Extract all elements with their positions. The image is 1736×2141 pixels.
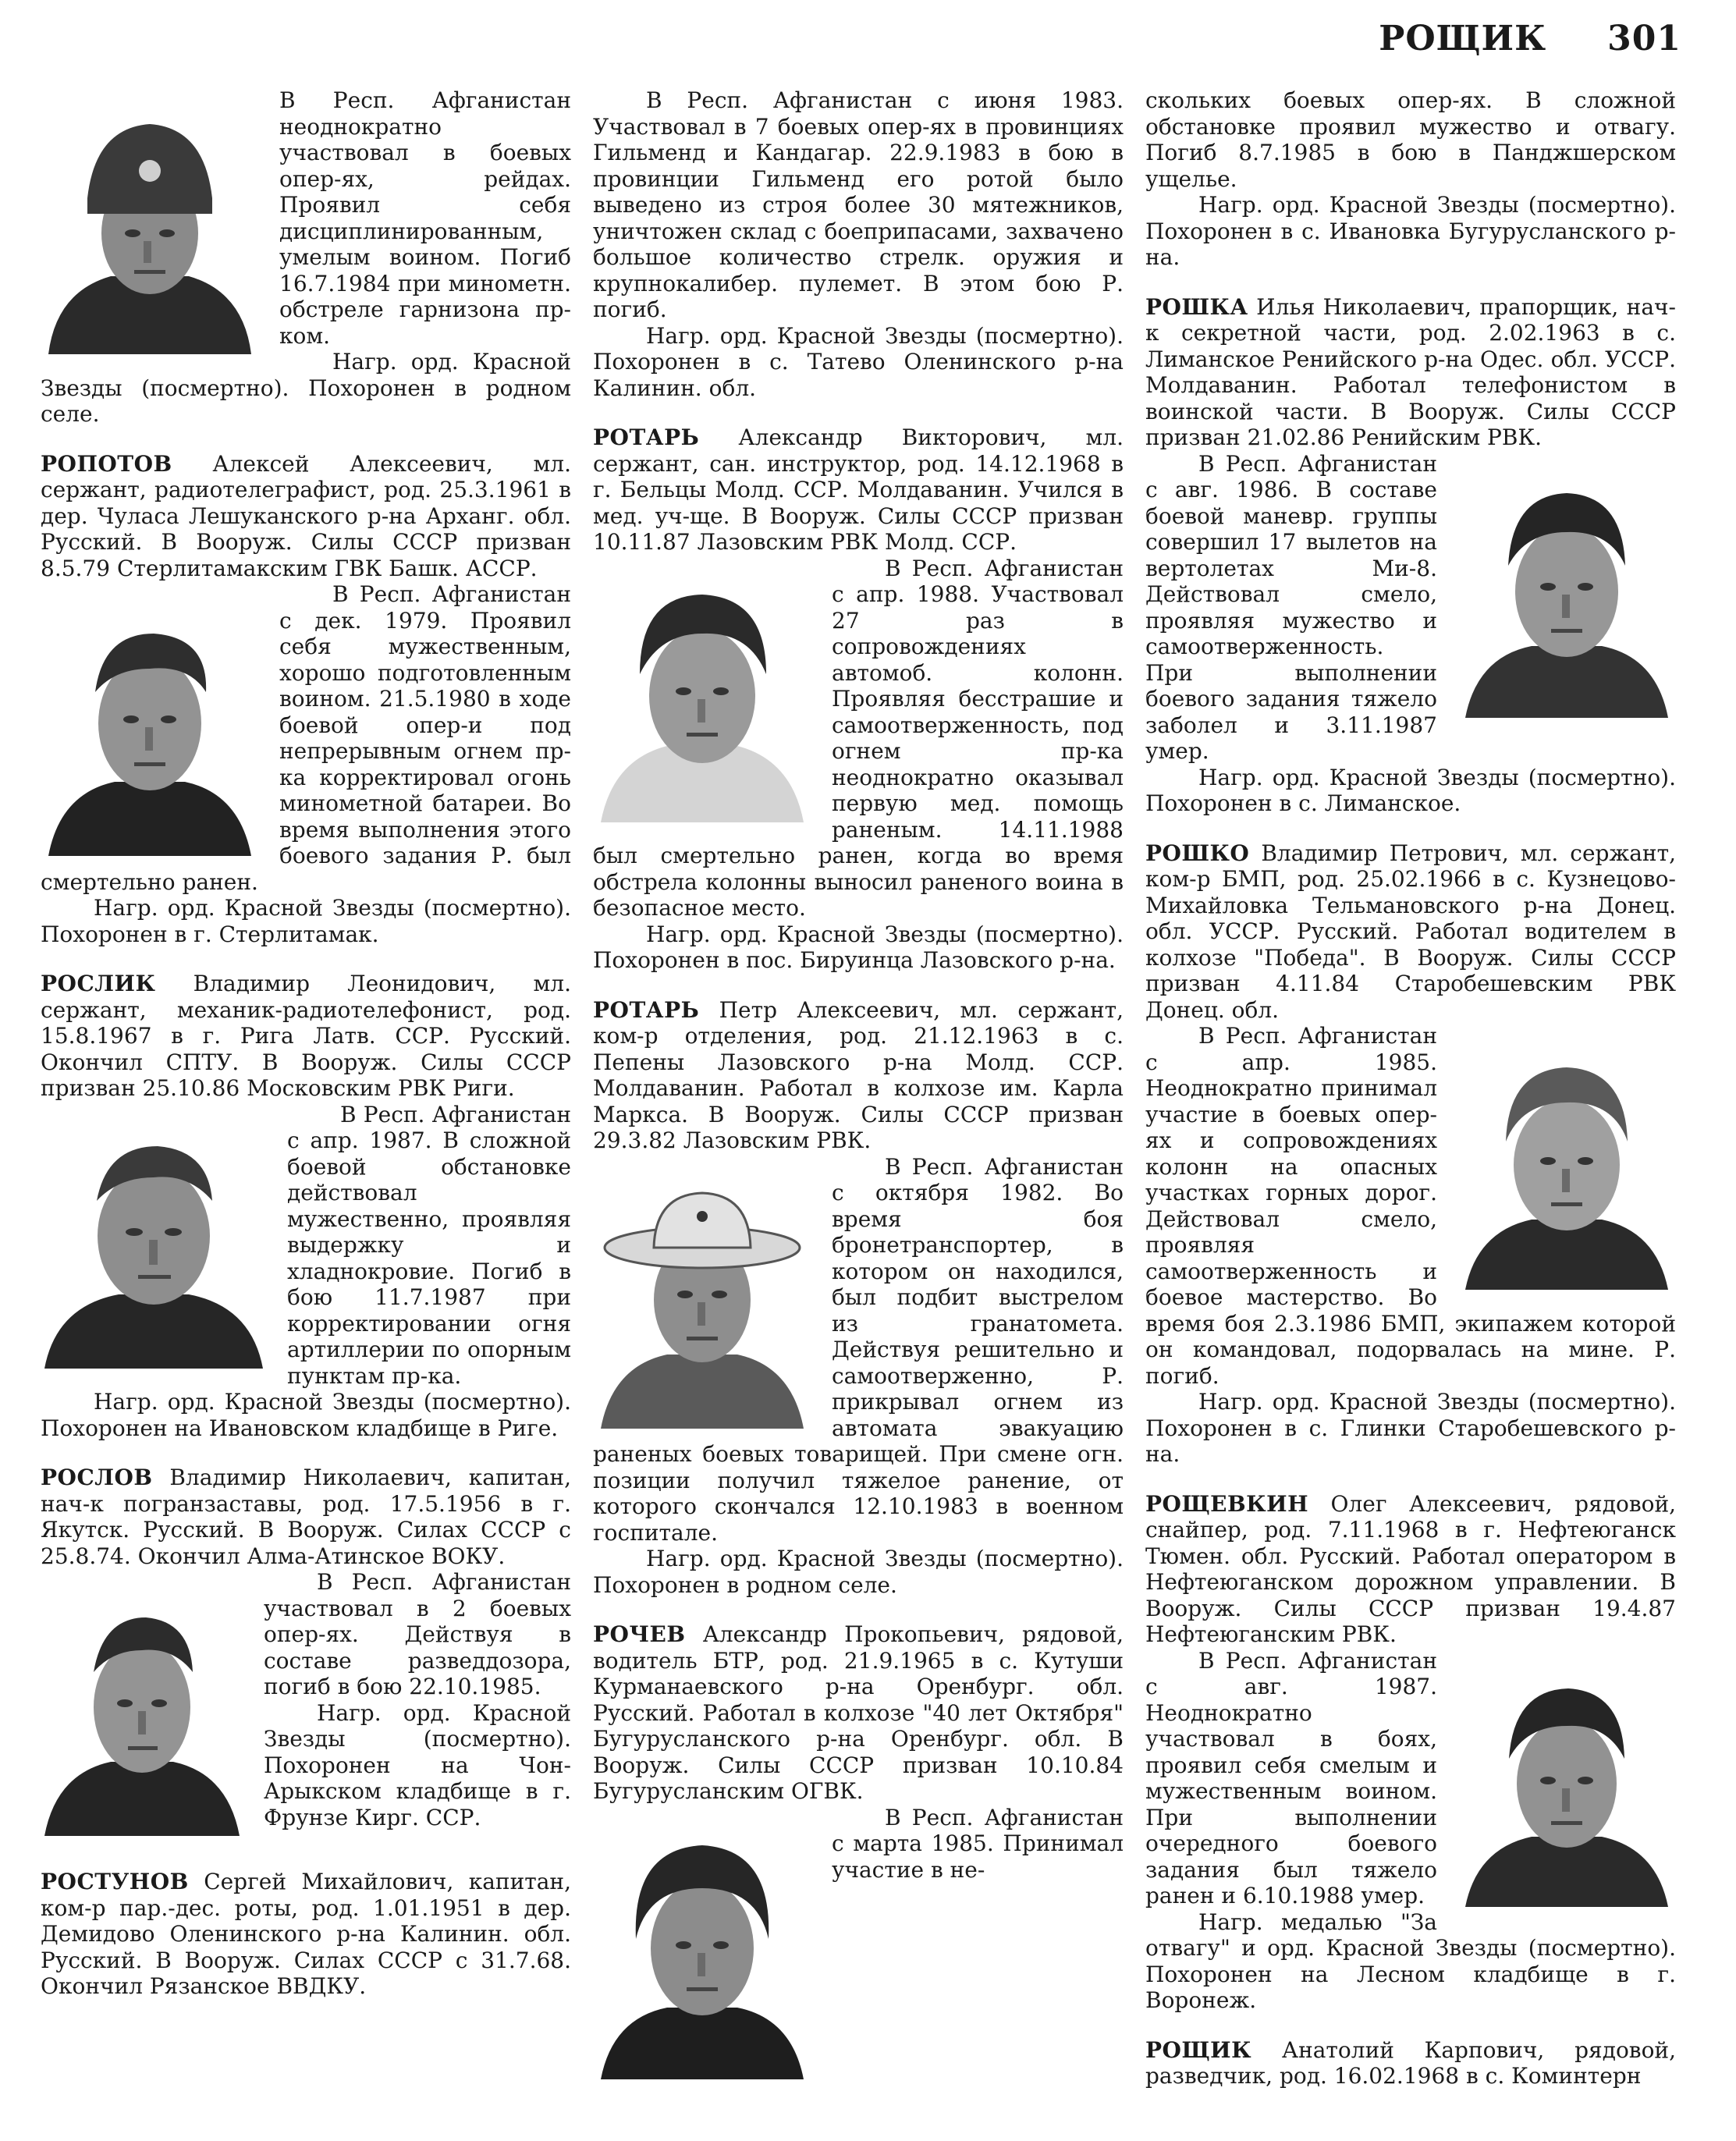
entry-roshchik	[1145, 2037, 1676, 2090]
portrait-photo	[593, 1814, 811, 2079]
entry-paragraph: В Респ. Афганистан с авг. 1986. В составе боевой маневр. группы совершил 17 вылетов на вертолетах Ми-8. Действовал смело, проявляя мужество и самоотверженность. При выполнении боевого задания тяжело заболел и 3.11.1987 умер.	[1145, 450, 1437, 764]
entry-rostunov	[41, 1869, 571, 2000]
entry-paragraph: В Респ. Афганистан с апр. 1987. В сложной боевой обстановке действовал мужественно, проявляя выдержку и хладнокровие. Погиб в бою 11.7.1987 при корректировании огня артиллерии по опорным пунктам пр-ка.	[287, 1101, 571, 1389]
portrait-photo	[41, 97, 259, 354]
entry-surname: РОЩИК	[1145, 2036, 1252, 2063]
running-head-surname: РОЩИК	[1379, 19, 1547, 59]
entry-surname: РОШКА	[1145, 293, 1248, 320]
entry-paragraph: Нагр. орд. Красной Звезды (посмертно). Похоронен в с. Ивановка Бугурусланского р-на.	[1145, 192, 1676, 270]
entry-roshka	[1145, 294, 1676, 817]
column-2	[593, 87, 1124, 2089]
entry-paragraph: Петр Алексеевич, мл. сержант, ком-р отделения, род. 21.12.1963 в с. Пепены Лазовского р-на Молд. ССР. Молдаванин. Работал в колхозе им. Карла Маркса. В Вооруж. Силы СССР призван 29.3.82 Лазовским РВК.	[593, 996, 1124, 1153]
entry-roslik	[41, 971, 571, 1441]
entry-paragraph: В Респ. Афганистан с марта 1985. Принимал участие в не-	[832, 1804, 1124, 1883]
entry-paragraph: Нагр. медалью "За отвагу" и орд. Красной Звезды (посмертно). Похоронен на Лесном кладбище в г. Воронеж.	[1145, 1908, 1676, 2013]
portrait-photo	[593, 1163, 811, 1429]
entry-surname: РОТАРЬ	[593, 424, 700, 450]
portrait-photo	[41, 591, 259, 856]
entry-surname: РОСЛОВ	[41, 1465, 153, 1490]
entry-rotar-petr	[593, 997, 1124, 1599]
entry-ropotov	[41, 451, 571, 948]
entry-surname: РОЩЕВКИН	[1145, 1490, 1309, 1517]
entry-paragraph: В Респ. Афганистан с апр. 1988. Участвовал 27 раз в сопровождениях автомоб. колонн. Проявляя бесстрашие и самоотверженность, под огнем пр-ка неоднократно оказывал первую мед. помощь раненым. 14.11.1988 был смертельно ранен, когда во время обстрела колонны выносил раненого воина в безопасное место.	[593, 555, 1124, 921]
entry-paragraph: Нагр. орд. Красной Звезды (посмертно). Похоронен в пос. Бируинца Лазовского р-на.	[593, 921, 1124, 973]
entry-paragraph: Нагр. орд. Красной Звезды (посмертно). Похоронен в родном селе.	[593, 1546, 1124, 1598]
entry-surname: РОПОТОВ	[41, 450, 172, 477]
entry-paragraph: В Респ. Афганистан участвовал в 2 боевых опер-ях. Действуя в составе разведдозора, погиб в бою 22.10.1985.	[264, 1569, 571, 1699]
entry-surname: РОЧЕВ	[593, 1621, 686, 1647]
entry-rotar-aleksandr	[593, 424, 1124, 974]
entry-paragraph: Нагр. орд. Красной Звезды (посмертно). Похоронен в с. Глинки Старобешевского р-на.	[1145, 1389, 1676, 1467]
entry-paragraph: Алексей Алексеевич, мл. сержант, радиотелеграфист, род. 25.3.1961 в дер. Чуласа Лешуканского р-на Арханг. обл. Русский. В Вооруж. Силы СССР призван 8.5.79 Стерлитамакским ГВК Башк. АССР.	[41, 450, 571, 581]
portrait-photo	[593, 565, 811, 822]
entry-paragraph: В Респ. Афганистан с октября 1982. Во время боя бронетранспортер, в котором он находился, был подбит выстрелом из гранатомета. Действуя решительно и самоотверженно, Р. прикрывал огнем из автомата эвакуацию раненых боевых товарищей. При смене огн. позиции получил тяжелое ранение, от которого скончался 12.10.1983 в военном госпитале.	[593, 1153, 1124, 1546]
entry-paragraph: Александр Прокопьевич, рядовой, водитель БТР, род. 21.9.1965 в с. Кутуши Курманаевского р-на Оренбург. обл. Русский. Работал в колхозе "40 лет Октября" Бугурусланского р-на Оренбург. обл. В Вооруж. Силы СССР призван 10.10.84 Бугурусланским ОГВК.	[593, 1621, 1124, 1804]
entry-paragraph: Александр Викторович, мл. сержант, сан. инструктор, род. 14.12.1968 в г. Бельцы Молд. ССР. Молдаванин. Учился в мед. уч-ще. В Вооруж. Силы СССР призван 10.11.87 Лазовским РВК Молд. ССР.	[593, 424, 1124, 555]
entry-paragraph: Нагр. орд. Красной Звезды (посмертно). Похоронен на Чон-Арыкском кладбище в г. Фрунзе Кирг. ССР.	[264, 1699, 571, 1830]
entry-paragraph: В Респ. Афганистан с июня 1983. Участвовал в 7 боевых опер-ях в провинциях Гильменд и Кандагар. 22.9.1983 в бою в провинции Гильменд его ротой было выведено из строя более 30 мятежников, уничтожен склад с боеприпасами, захвачено большое количество стрелк. оружия и крупнокалибер. пулемет. В этом бою Р. погиб.	[593, 87, 1124, 322]
portrait-photo	[1457, 1032, 1676, 1290]
entry-paragraph: Нагр. орд. Красной Звезды (посмертно). Похоронен в с. Татево Оленинского р-на Калинин. обл.	[593, 322, 1124, 401]
page-header	[1379, 19, 1681, 59]
entry-paragraph: Нагр. орд. Красной Звезды (посмертно). Похоронен на Ивановском кладбище в Риге.	[41, 1389, 571, 1441]
entry-paragraph: Владимир Леонидович, мл. сержант, механик-радиотелефонист, род. 15.8.1967 в г. Рига Латв. ССР. Русский. Окончил СПТУ. В Вооруж. Силы СССР призван 25.10.86 Московским РВК Риги.	[41, 971, 571, 1101]
entry-paragraph: Илья Николаевич, прапорщик, нач-к секретной части, род. 2.02.1963 в с. Лиманское Ренийского р-на Одес. обл. УССР. Молдаванин. Работал телефонистом в воинской части. В Вооруж. Силы СССР призван 21.02.86 Ренийским РВК.	[1145, 293, 1676, 450]
entry-paragraph: В Респ. Афганистан с апр. 1985. Неоднократно принимал участие в боевых опер-ях и сопровождениях колонн на опасных участках горных дорог. Действовал смело, проявляя самоотверженность и боевое мастерство. Во время боя 2.3.1986 БМП, экипажем которой он командовал, подорвалась на мине. Р. погиб.	[1145, 1023, 1676, 1389]
entry-paragraph: Анатолий Карпович, рядовой, разведчик, род. 16.02.1968 в с. Коминтерн	[1145, 2036, 1676, 2089]
portrait-photo	[1457, 1657, 1676, 1907]
entry-paragraph: Владимир Петрович, мл. сержант, ком-р БМП, род. 25.02.1966 в с. Кузнецово-Михайловка Тельмановского р-на Донец. обл. УССР. Русский. Работал водителем в колхозе "Победа". В Вооруж. Силы СССР призван 4.11.84 Старобешевским РВК Донец. обл.	[1145, 840, 1676, 1023]
column-1	[41, 87, 571, 2023]
page-number: 301	[1607, 19, 1681, 59]
entry-paragraph: В Респ. Афганистан неоднократно участвовал в боевых опер-ях, рейдах. Проявил себя дисциплинированным, умелым воином. Погиб 16.7.1984 при минометн. обстреле гарнизона пр-ком.	[279, 87, 571, 349]
entry-continued	[41, 87, 571, 428]
entry-surname: РОТАРЬ	[593, 996, 700, 1023]
entry-paragraph: скольких боевых опер-ях. В сложной обстановке проявил мужество и отвагу. Погиб 8.7.1985 в бою в Панджшерском ущелье.	[1145, 87, 1676, 192]
entry-paragraph: Олег Алексеевич, рядовой, снайпер, род. 7.11.1968 в г. Нефтеюганск Тюмен. обл. Русский. Работал оператором в Нефтеюганском дорожном управлении. В Вооруж. Силы СССР призван 19.4.87 Нефтеюганским РВК.	[1145, 1490, 1677, 1647]
entry-continued	[1145, 87, 1676, 271]
entry-paragraph: Нагр. орд. Красной Звезды (посмертно). Похоронен в г. Стерлитамак.	[41, 895, 571, 947]
entry-paragraph: Владимир Николаевич, капитан, нач-к погранзаставы, род. 17.5.1956 в г. Якутск. Русский. В Вооруж. Силах СССР с 25.8.74. Окончил Алма-Атинское ВОКУ.	[41, 1465, 571, 1569]
entry-paragraph: В Респ. Афганистан с авг. 1987. Неоднократно участвовал в боях, проявил себя смелым и мужественным воином. При выполнении очередного боевого задания был тяжело ранен и 6.10.1988 умер.	[1145, 1647, 1437, 1908]
entry-roshko	[1145, 840, 1676, 1468]
entry-surname: РОСЛИК	[41, 971, 156, 996]
entry-paragraph: В Респ. Афганистан с дек. 1979. Проявил себя мужественным, хорошо подготовленным воином. 21.5.1980 в ходе боевой опер-и под непрерывным огнем пр-ка корректировал огонь минометной батареи. Во время выполнения этого боевого задания Р. был смертельно ранен.	[41, 581, 571, 895]
portrait-photo	[41, 1578, 243, 1836]
portrait-photo	[41, 1111, 267, 1369]
entry-paragraph: Сергей Михайлович, капитан, ком-р пар.-дес. роты, род. 1.01.1951 в дер. Демидово Оленинского р-на Калинин. обл. Русский. В Вооруж. Силах СССР с 31.7.68. Окончил Рязанское ВВДКУ.	[41, 1869, 571, 1999]
entry-rochev	[593, 1621, 1124, 1883]
entry-paragraph: Нагр. орд. Красной Звезды (посмертно). Похоронен в родном селе.	[41, 349, 571, 427]
entry-roshchevkin	[1145, 1491, 1676, 2014]
portrait-photo	[1457, 460, 1676, 718]
entry-continued	[593, 87, 1124, 401]
entry-surname: РОШКО	[1145, 840, 1250, 866]
entry-surname: РОСТУНОВ	[41, 1869, 189, 1894]
column-3	[1145, 87, 1676, 2113]
entry-paragraph: Нагр. орд. Красной Звезды (посмертно). Похоронен в с. Лиманское.	[1145, 764, 1676, 816]
entry-roslov	[41, 1465, 571, 1845]
